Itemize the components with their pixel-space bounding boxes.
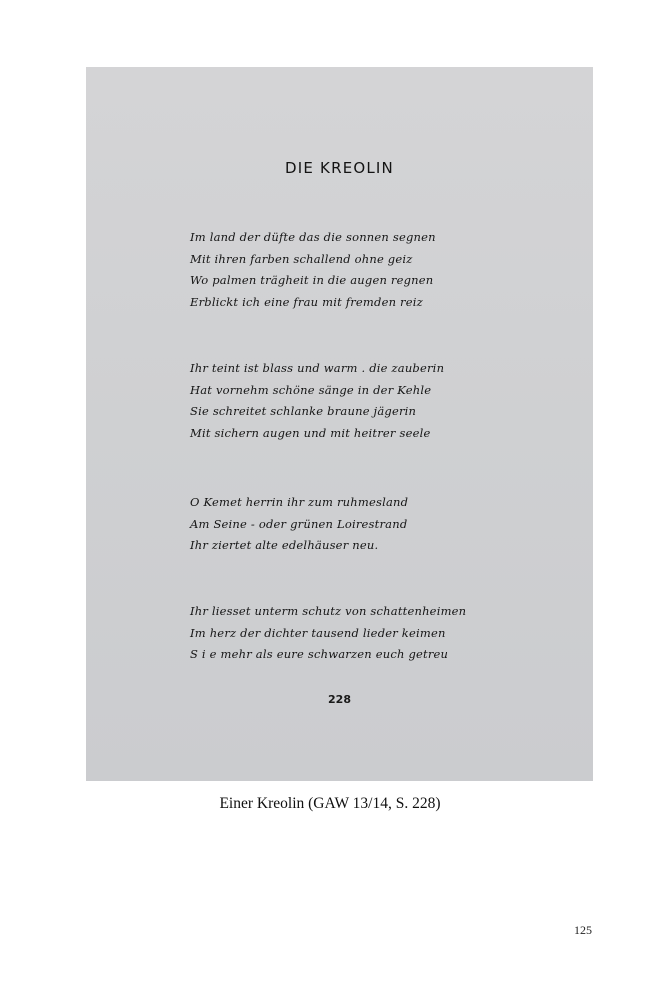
figure-caption: Einer Kreolin (GAW 13/14, S. 228) bbox=[219, 795, 441, 812]
poem-line: Hat vornehm schöne sänge in der Kehle bbox=[190, 382, 432, 397]
poem-line: Im herz der dichter tausend lieder keimen bbox=[190, 625, 446, 640]
poem-line: S i e mehr als eure schwarzen euch getreu bbox=[190, 647, 449, 661]
stanza-2 bbox=[190, 358, 444, 444]
manuscript-facsimile bbox=[86, 67, 593, 781]
page-number: 125 bbox=[574, 923, 592, 937]
poem-line: Mit ihren farben schallend ohne geiz bbox=[190, 251, 413, 266]
poem-line: Ihr liesset unterm schutz von schattenheimen bbox=[190, 604, 467, 618]
poem-line: Im land der düfte das die sonnen segnen bbox=[190, 230, 436, 244]
poem-line: Wo palmen trägheit in die augen regnen bbox=[190, 273, 434, 287]
poem-line: Erblickt ich eine frau mit fremden reiz bbox=[190, 294, 423, 309]
poem-line: Ihr ziertet alte edelhäuser neu. bbox=[190, 538, 379, 552]
facsimile-page-number: 228 bbox=[328, 693, 351, 706]
poem-title: DIE KREOLIN bbox=[285, 159, 394, 177]
poem-line: Mit sichern augen und mit heitrer seele bbox=[190, 425, 431, 440]
poem-line: O Kemet herrin ihr zum ruhmesland bbox=[190, 495, 409, 509]
poem-line: Am Seine - oder grünen Loirestrand bbox=[190, 516, 408, 531]
stanza-1 bbox=[190, 227, 436, 313]
poem-line: Ihr teint ist blass und warm . die zauberin bbox=[190, 361, 445, 375]
stanza-4 bbox=[190, 601, 466, 666]
stanza-3 bbox=[190, 492, 408, 557]
poem-line: Sie schreitet schlanke braune jägerin bbox=[190, 404, 417, 418]
